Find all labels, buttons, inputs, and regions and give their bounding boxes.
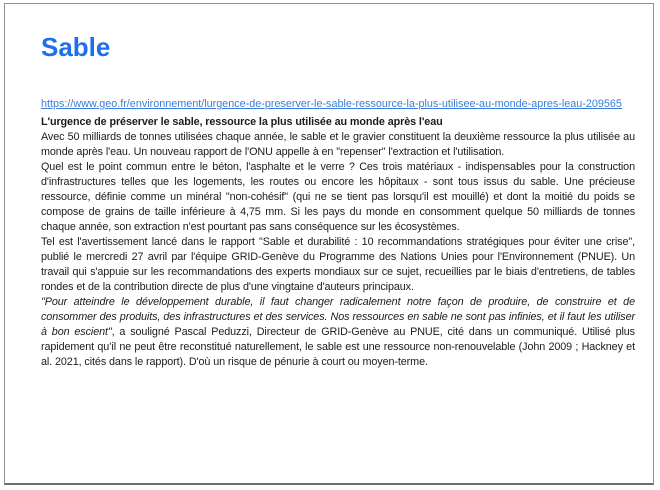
article-body [41,115,635,370]
quote-attribution-text: , a souligné Pascal Peduzzi, Directeur de GRID-Genève au PNUE, cité dans un communiqué. Utilisé plus rapidement qu’il ne peut être reconstitué naturellement, le sable est une ressource non-renouvelable (John 2009 ; Hackney et al. 2021, cités dans le rapport). D'où un risque de pénurie à court ou moyen-terme. [41,326,635,368]
page-content [41,33,635,370]
article-paragraph-3: Tel est l'avertissement lancé dans le rapport "Sable et durabilité : 10 recommandations stratégiques pour éviter une crise", publié le mercredi 27 avril par l'équipe GRID-Genève du Programme des Nations Unies pour l'Environnement (PNUE). Un travail qui s'appuie sur les recommandations des experts mondiaux sur ce sujet, recueillies par le biais d'entretiens, de tables rondes et de la contribution directe de plus d'une vingtaine d'auteurs principaux. [41,236,635,293]
quote-italic-text: "Pour atteindre le développement durable, il faut changer radicalement notre façon de produire, de construire et de consommer des produits, des infrastructures et des services. Nos ressources en sable ne sont pas infinies, et il faut les utiliser à bon escient" [41,296,635,338]
article-paragraph-2: Quel est le point commun entre le béton, l'asphalte et le verre ? Ces trois matériaux - indispensables pour la construction d'infrastructures telles que les logements, les routes ou encore les hôpitaux - sont tous issus du sable. Une précieuse ressource, définie comme un minéral "non-cohésif" (qui ne se tient pas lorsqu'il est mouillé) et dont la moitié du poids se compose de grains de taille inférieure à 4,75 mm. Si les pays du monde en consomment quelque 50 milliards de tonnes chaque année, son extraction n'est pourtant pas sans conséquence sur les écosystèmes. [41,161,635,233]
article-paragraph-1: Avec 50 milliards de tonnes utilisées chaque année, le sable et le gravier constituent la deuxième ressource la plus utilisée au monde après l'eau. Un nouveau rapport de l'ONU appelle à en "repenser" l'extraction et l'utilisation. [41,131,635,158]
page-border [4,3,654,485]
article-headline: L'urgence de préserver le sable, ressource la plus utilisée au monde après l'eau [41,116,443,128]
article-paragraph-quote [41,295,635,370]
page-title: Sable [41,32,111,62]
article-url-link[interactable]: https://www.geo.fr/environnement/lurgence-de-preserver-le-sable-ressource-la-plus-utilisee-au-monde-apres-leau-209565 [41,98,622,110]
